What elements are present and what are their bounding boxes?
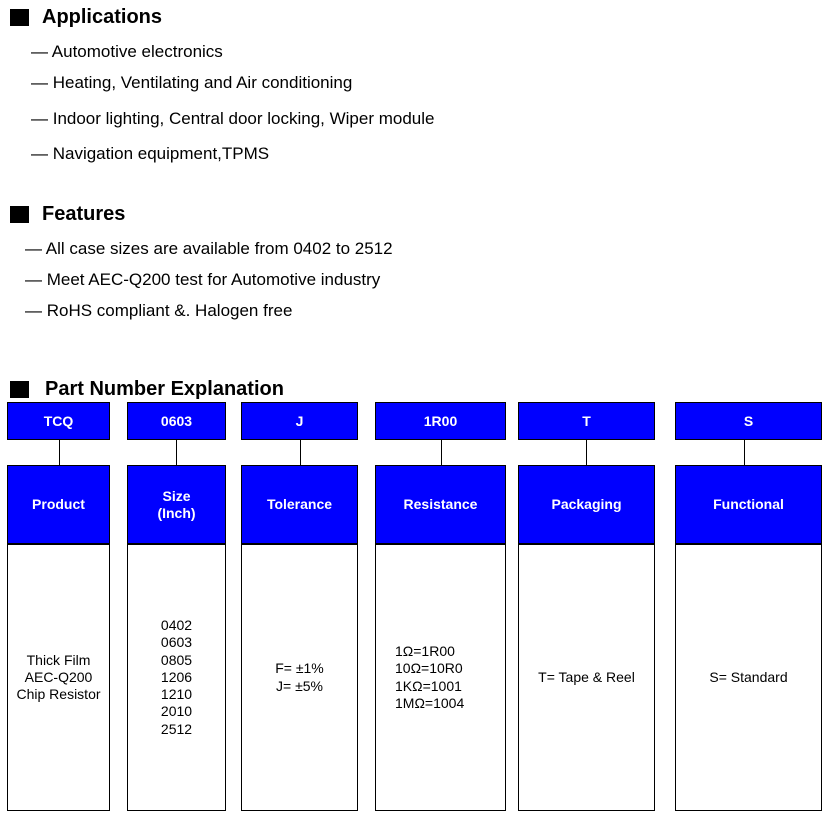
label-box-tolerance: Tolerance	[241, 465, 358, 545]
desc-box-product	[7, 545, 110, 811]
connector-line	[300, 440, 301, 466]
square-bullet-icon	[10, 9, 29, 26]
square-bullet-icon	[10, 206, 29, 223]
feature-item: — RoHS compliant &. Halogen free	[25, 301, 293, 320]
connector-line	[441, 440, 442, 466]
label-box-product: Product	[7, 465, 110, 545]
desc-line: 2010	[160, 703, 193, 720]
desc-line: F= ±1%	[275, 660, 324, 677]
desc-line: Thick Film	[26, 651, 91, 668]
code-box-resistance: 1R00	[375, 402, 506, 440]
desc-line: 0805	[160, 651, 193, 668]
connector-line	[176, 440, 177, 466]
feature-item: — All case sizes are available from 0402 to 2512	[25, 239, 393, 258]
square-bullet-icon	[10, 381, 29, 398]
desc-line: 1206	[160, 668, 193, 685]
desc-box-resistance	[375, 545, 506, 811]
desc-line: S= Standard	[709, 668, 788, 685]
desc-line: 0402	[160, 616, 193, 633]
label-box-packaging: Packaging	[518, 465, 655, 545]
features-heading	[10, 203, 125, 226]
code-box-tolerance: J	[241, 402, 358, 440]
feature-item: — Meet AEC-Q200 test for Automotive industry	[25, 270, 381, 289]
desc-box-packaging	[518, 545, 655, 811]
desc-box-size	[127, 545, 226, 811]
desc-line: T= Tape & Reel	[538, 668, 635, 685]
desc-line: AEC-Q200	[24, 668, 93, 685]
desc-line: Chip Resistor	[16, 686, 101, 703]
label-box-resistance: Resistance	[375, 465, 506, 545]
desc-line: 10Ω=10R0	[395, 660, 463, 677]
desc-box-tolerance	[241, 545, 358, 811]
label-line: (Inch)	[157, 504, 196, 521]
desc-box-functional	[675, 545, 822, 811]
desc-line: 1KΩ=1001	[395, 677, 462, 694]
application-item: — Navigation equipment,TPMS	[31, 144, 270, 163]
features-title: Features	[42, 203, 126, 225]
connector-line	[59, 440, 60, 466]
desc-line: 1Ω=1R00	[395, 642, 455, 659]
code-box-packaging: T	[518, 402, 655, 440]
label-box-functional: Functional	[675, 465, 822, 545]
desc-line: 1MΩ=1004	[395, 694, 465, 711]
code-box-functional: S	[675, 402, 822, 440]
label-line: Size	[162, 487, 191, 504]
part-number-title: Part Number Explanation	[45, 378, 284, 400]
label-box-size	[127, 465, 226, 545]
application-item: — Automotive electronics	[31, 42, 223, 61]
desc-line: 0603	[160, 634, 193, 651]
connector-line	[744, 440, 745, 466]
application-item: — Indoor lighting, Central door locking, Wiper module	[31, 109, 435, 128]
applications-heading	[10, 6, 162, 29]
desc-line: 1210	[160, 686, 193, 703]
applications-title: Applications	[42, 6, 163, 28]
part-number-heading	[10, 378, 284, 401]
desc-line: J= ±5%	[276, 677, 323, 694]
connector-line	[586, 440, 587, 466]
desc-line: 2512	[160, 720, 193, 737]
code-box-product: TCQ	[7, 402, 110, 440]
application-item: — Heating, Ventilating and Air conditioning	[31, 73, 353, 92]
code-box-size: 0603	[127, 402, 226, 440]
